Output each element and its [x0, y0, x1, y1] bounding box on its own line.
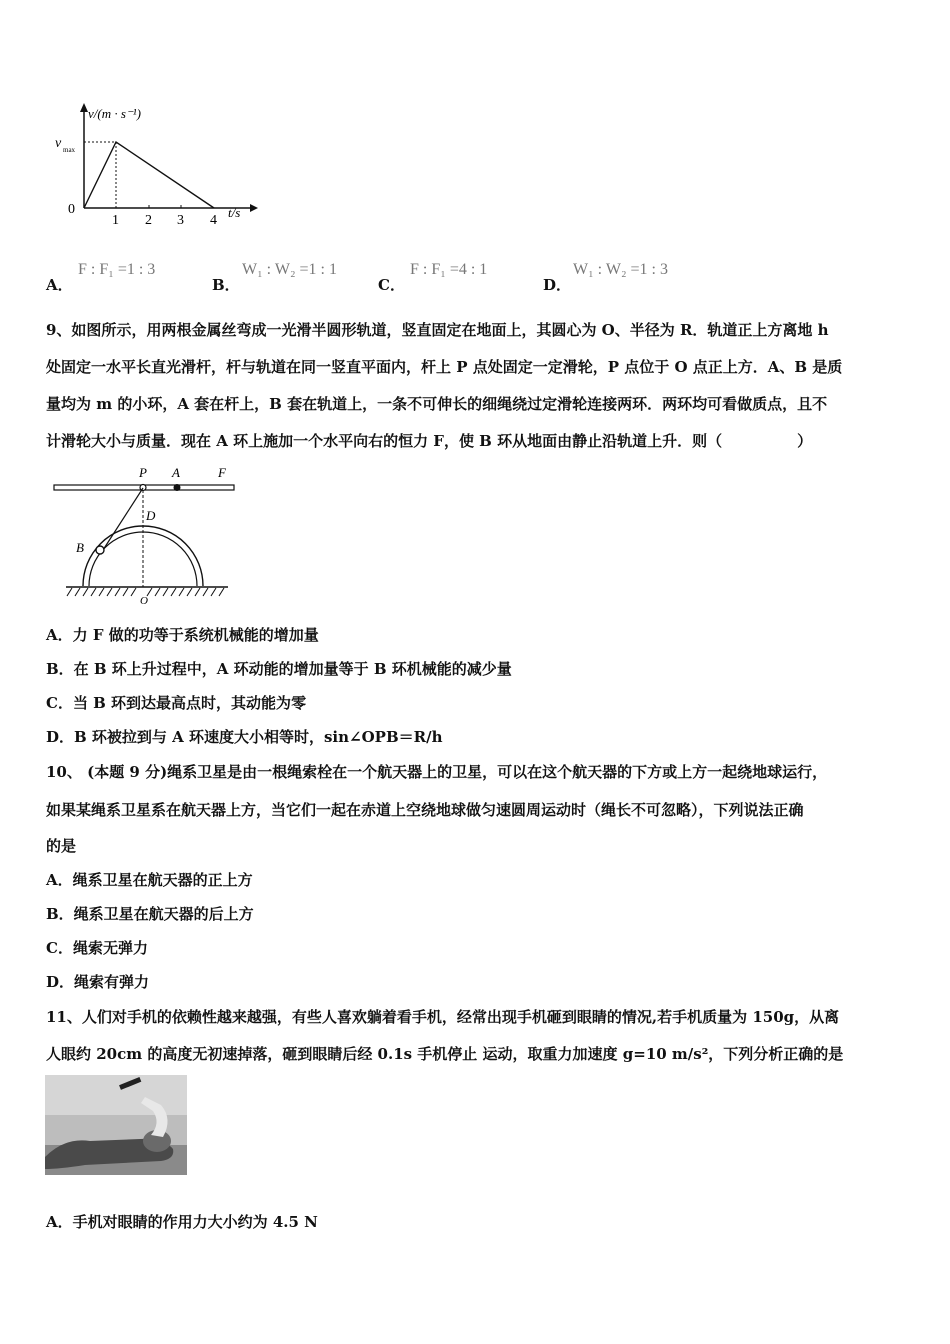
q8-option-b-label: B． — [212, 276, 240, 294]
q11-stem-line-2: 人眼约 20cm 的高度无初速掉落，砸到眼睛后经 0.1s 手机停止 运动，取重力加速度 g=10 m/s²，下列分析正确的是 — [46, 1045, 844, 1063]
vmax-subscript: max — [63, 146, 76, 154]
origin-label: 0 — [68, 202, 75, 217]
label-b: B — [76, 540, 84, 555]
q9-stem-line-3: 量均为 m 的小环，A 套在杆上，B 套在轨道上，一条不可伸长的细绳绕过定滑轮连接两环．两环均可看做质点，且不 — [46, 395, 828, 413]
q8-option-d-formula: W₁ : W₂ =1 : 3 — [573, 261, 668, 278]
label-o: O — [140, 595, 148, 604]
q9-stem-line-2: 处固定一水平长直光滑杆，杆与轨道在同一竖直平面内，杆上 P 点处固定一定滑轮，P 点位于 O 点正上方．A、B 是质 — [46, 358, 843, 376]
q9-option-b: B．在 B 环上升过程中，A 环动能的增加量等于 B 环机械能的减少量 — [46, 660, 512, 678]
q10-option-d: D．绳索有弹力 — [46, 973, 150, 991]
label-p: P — [139, 465, 147, 480]
q10-option-c: C．绳索无弹力 — [46, 939, 148, 957]
v-t-line — [84, 142, 214, 208]
ring-b — [96, 546, 104, 554]
label-a: A — [172, 465, 180, 480]
photo-wall — [45, 1075, 187, 1115]
pulley-track-figure — [50, 462, 245, 604]
q8-option-a-label: A． — [46, 276, 73, 294]
q9-stem-line-4: 计滑轮大小与质量．现在 A 环上施加一个水平向右的恒力 F，使 B 环从地面由静止沿轨道上升．则（ ） — [46, 432, 813, 450]
q11-option-a: A．手机对眼睛的作用力大小约为 4.5 N — [46, 1213, 318, 1231]
x-tick-2: 2 — [145, 213, 152, 228]
x-tick-1: 1 — [112, 213, 119, 228]
q9-stem-line-1: 9、如图所示，用两根金属丝弯成一光滑半圆形轨道，竖直固定在地面上，其圆心为 O、半径为 R．轨道正上方离地 h — [46, 321, 829, 339]
q8-option-c-label: C． — [378, 276, 405, 294]
ring-a — [174, 484, 181, 491]
t-axis-label: t/s — [228, 205, 241, 220]
v-axis-arrow — [80, 103, 88, 112]
q10-option-a: A．绳系卫星在航天器的正上方 — [46, 871, 253, 889]
label-d: D — [146, 508, 156, 523]
q10-stem-line-3: 的是 — [46, 837, 77, 855]
q10-stem-line-2: 如果某绳系卫星系在航天器上方，当它们一起在赤道上空绕地球做匀速圆周运动时（绳长不可忽略），下列说法正确 — [46, 801, 804, 819]
q8-option-d-label: D． — [543, 276, 572, 294]
q9-option-c: C．当 B 环到达最高点时，其动能为零 — [46, 694, 307, 712]
q10-option-b: B．绳系卫星在航天器的后上方 — [46, 905, 254, 923]
label-f: F — [218, 465, 226, 480]
q11-stem-line-1: 11、人们对手机的依赖性越来越强，有些人喜欢躺着看手机，经常出现手机砸到眼睛的情况,若手机质量为 150g，从离 — [46, 1008, 840, 1026]
velocity-time-graph — [50, 100, 260, 230]
t-axis-arrow — [250, 204, 258, 212]
q10-stem-line-1: 10、 (本题 9 分)绳系卫星是由一根绳索栓在一个航天器上的卫星，可以在这个航天器的下方或上方一起绕地球运行， — [46, 763, 828, 781]
q8-option-b-formula: W₁ : W₂ =1 : 1 — [242, 261, 337, 278]
x-tick-3: 3 — [177, 213, 184, 228]
rope-pb — [103, 488, 143, 550]
q8-option-c-formula: F : F₁ =4 : 1 — [410, 261, 488, 278]
v-axis-label: v/(m · s⁻¹) — [88, 106, 141, 121]
pulley-p — [140, 485, 146, 491]
vmax-label: v — [55, 136, 62, 151]
x-tick-4: 4 — [210, 213, 217, 228]
q8-option-a-formula: F : F₁ =1 : 3 — [78, 261, 156, 278]
q9-option-d: D．B 环被拉到与 A 环速度大小相等时，sin∠OPB＝R/h — [46, 728, 443, 746]
lying-phone-photo — [45, 1075, 187, 1175]
q9-option-a: A．力 F 做的功等于系统机械能的增加量 — [46, 626, 319, 644]
